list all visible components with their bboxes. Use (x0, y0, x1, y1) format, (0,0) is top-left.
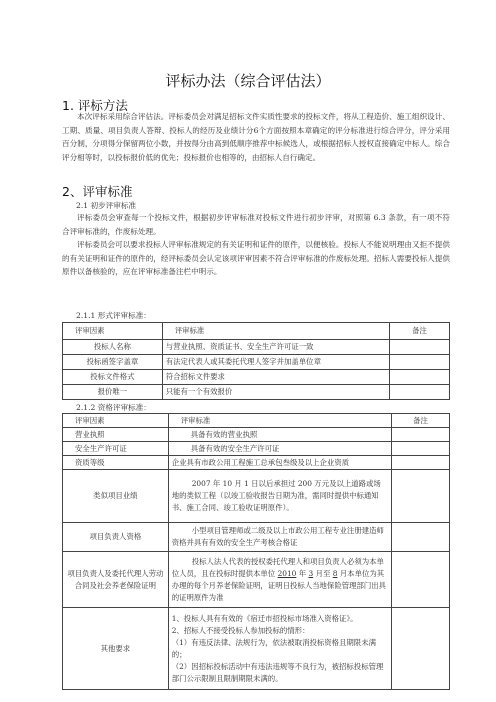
table-cell: 小型项目管理师或二级及以上市政公用工程专业注册建造师资格并具有有效的安全生产考核合格证 (168, 523, 391, 552)
subsection-2-1-2-label: 2.1.2 资格评审标准： (76, 403, 151, 412)
section-2-paragraph-2: 评标委员会可以要求投标人评审标准规定的有关证明和证件的原件，以便核验。投标人不能说明理由又拒不提供的有关证明和证件的原件的，经评标委员会认定该项评审因素不符合评审标准的作废标处理。招标人需要投标人提供原件以备核验的，应在评审标准备注栏中明示。 (62, 240, 450, 277)
table-cell: 类似项目业绩 (63, 470, 169, 523)
table-cell: 项目负责人资格 (63, 523, 169, 552)
header-cell: 评审标准 (168, 414, 391, 428)
requirement-line: 2、招标人不接受投标人参加投标的情形： (171, 625, 310, 635)
cell-text: 月至 (315, 568, 331, 578)
table-cell (390, 370, 450, 385)
table-row (63, 340, 450, 355)
table-row (63, 456, 450, 470)
table-row (63, 355, 450, 370)
header-cell: 评审标准 (162, 323, 389, 340)
subsection-2-1-label: 2.1 初步评审标准 (76, 201, 137, 210)
table-cell: 报价唯一 (63, 385, 163, 400)
underlined-year: 2010 (277, 568, 297, 578)
table-cell: 只能有一个有效报价 (162, 385, 389, 400)
table-cell (392, 608, 450, 690)
table-cell (392, 428, 450, 442)
table-header-row (63, 323, 450, 340)
table-cell (392, 470, 450, 523)
requirement-line: 1、投标人具有有效的《宿迁市招投标市场准入资格证》。 (171, 613, 358, 623)
table-cell: 与营业执照、资质证书、安全生产许可证一致 (162, 340, 389, 355)
underlined-month: 3 (308, 568, 314, 578)
table-row (63, 608, 450, 690)
table-row (63, 370, 450, 385)
table-cell: 具备有效的安全生产许可证 (168, 442, 391, 456)
subsection-2-1-1-label: 2.1.1 形式评审标准： (76, 311, 151, 320)
table-cell (392, 442, 450, 456)
table-cell (168, 552, 391, 608)
table-cell: 营业执照 (63, 428, 169, 442)
table-cell (390, 355, 450, 370)
table-cell: 投标人名称 (63, 340, 163, 355)
table-row (63, 470, 450, 523)
table-cell (392, 456, 450, 470)
section-2-paragraph-1: 评标委员会审查每一个投标文件，根据初步评审标准对投标文件进行初步评审，对照第 6.3 条款，有一项不符合评审标准的，作废标处理。 (62, 213, 450, 236)
table-cell (390, 385, 450, 400)
header-cell: 备注 (390, 323, 450, 340)
cell-text: 月本单位为其办理的每个月养老保险证明，证明日投标人当地保险管理部门出具的证明原件为准 (171, 568, 387, 602)
table-cell: 其他要求 (63, 608, 169, 690)
table-cell: 安全生产许可证 (63, 442, 169, 456)
table-cell: 投标文件格式 (63, 370, 163, 385)
table-row (63, 428, 450, 442)
header-cell: 备注 (392, 414, 450, 428)
table-cell: 符合招标文件要求 (162, 370, 389, 385)
header-cell: 评审因素 (63, 414, 169, 428)
table-row (63, 552, 450, 608)
table-header-row (63, 414, 450, 428)
section-1-paragraph: 本次评标采用综合评估法。评标委员会对满足招标文件实质性要求的投标文件，将从工程造价、施工组织设计、工期、质量、项目负责人答辩、投标人的经历及业绩计分6个方面按照本章确定的评分标准进行综合评分，评分采用百分制，分项得分保留两位小数，并按得分由高到低顺序推荐中标候选人，或根据招标人授权直接确定中标人。综合评分相等时，以投标报价低的优先；投标报价也相等的，由招标人自行确定。 (62, 112, 450, 162)
requirement-line: （2）因招标投标活动中有违法违规等不良行为，被招标投标管理部门公示限制且限制期限未满的。 (171, 661, 384, 683)
table-row (63, 442, 450, 456)
page-title: 评标办法（综合评估法） (165, 72, 331, 90)
cell-text: 投标人法人代表的授权委托代理人和项目负责人必须为本单位人员，且在投标时提供本单位 (171, 556, 384, 578)
qualification-review-table (62, 413, 450, 690)
requirement-line: （1）有违反法律、法规行为，依法被取消投标资格且期限未满的； (171, 637, 376, 659)
table-cell: 有法定代表人或其委托代理人签字并加盖单位章 (162, 355, 389, 370)
underlined-month: 8 (332, 568, 338, 578)
header-cell: 评审因素 (63, 323, 163, 340)
table-row (63, 385, 450, 400)
table-cell (392, 523, 450, 552)
cell-text: 年 (298, 568, 307, 578)
table-cell (392, 552, 450, 608)
table-row (63, 523, 450, 552)
table-cell: 企业具有市政公用工程施工总承包叁级及以上企业资质 (168, 456, 391, 470)
table-cell: 项目负责人及委托代理人劳动合同及社会养老保险证明 (63, 552, 169, 608)
form-review-table (62, 322, 450, 400)
table-cell: 投标函签字盖章 (63, 355, 163, 370)
section-1-heading: 1. 评标方法 (62, 98, 128, 113)
table-cell (390, 340, 450, 355)
table-cell: 2007 年 10 月 1 日以后承担过 200 万元及以上道路或场地的类似工程（以竣工验收报告日期为准，需同时提供中标通知书、施工合同、竣工验收证明原件）。 (168, 470, 391, 523)
table-cell (168, 608, 391, 690)
table-cell: 具备有效的营业执照 (168, 428, 391, 442)
section-2-heading: 2、评审标准 (62, 184, 133, 199)
section-2-text (62, 211, 450, 279)
table-cell: 资质等级 (63, 456, 169, 470)
section-1-text (62, 110, 450, 164)
